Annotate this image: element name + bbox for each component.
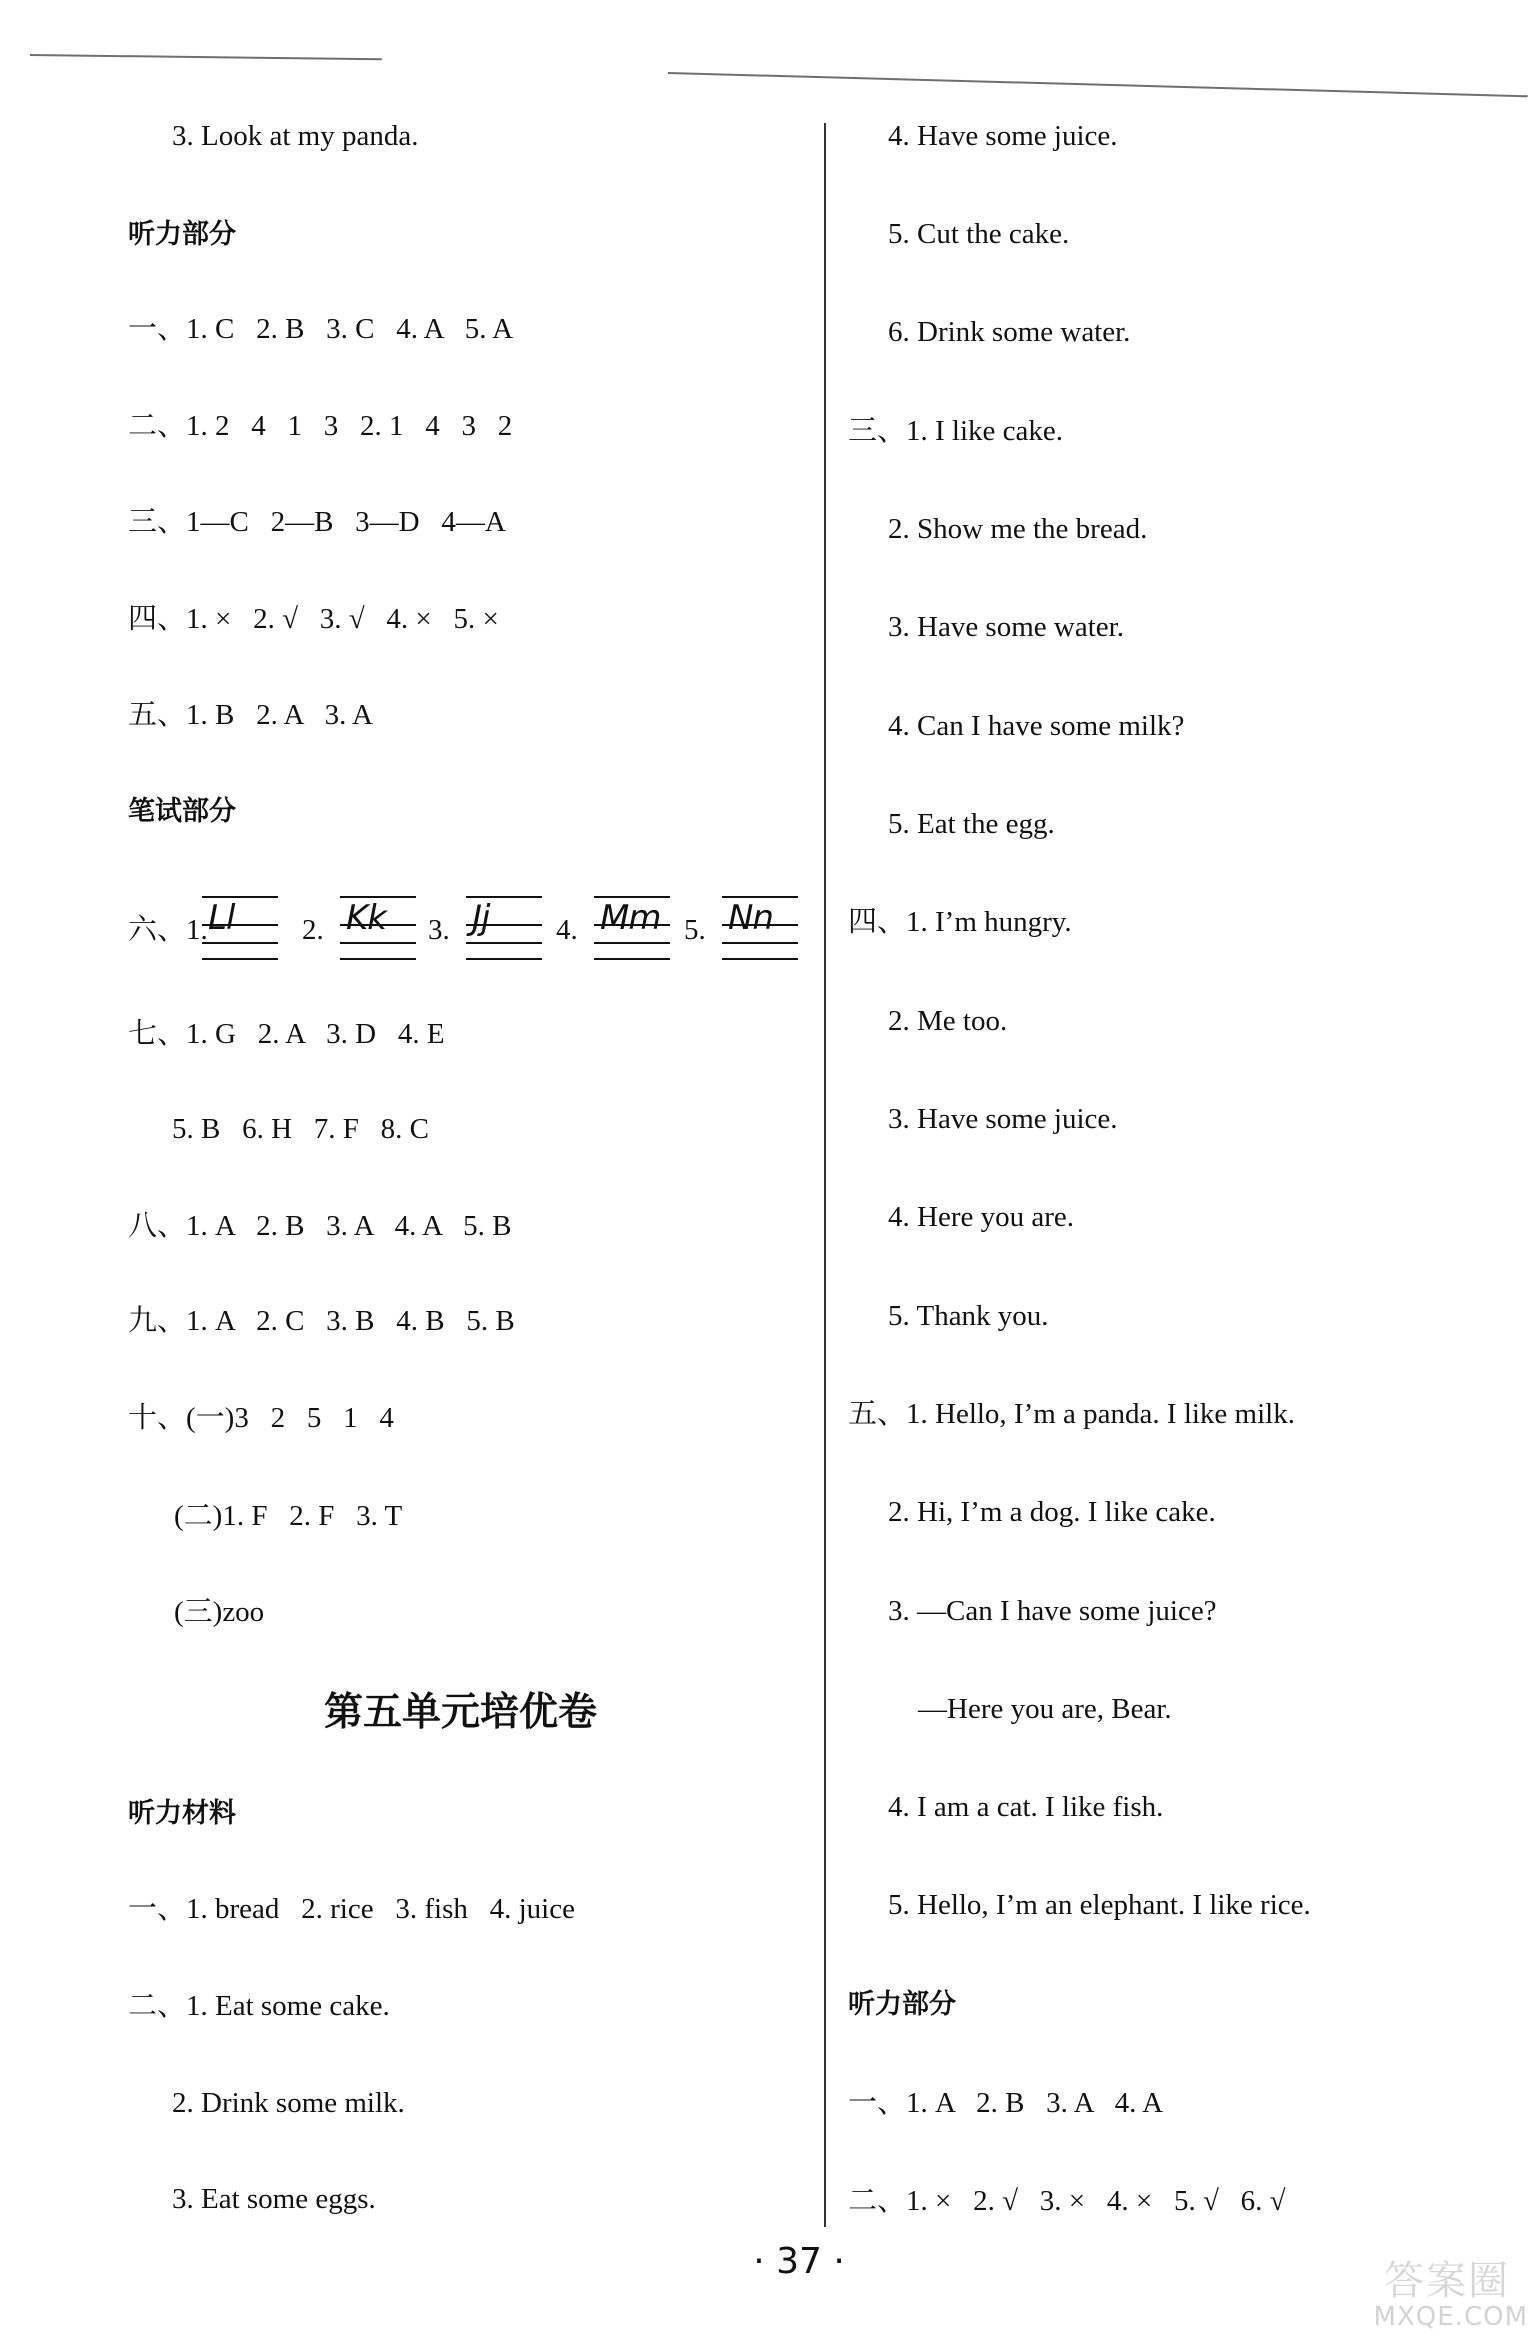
answer-line: 4. Have some juice. [888, 120, 1118, 152]
answer-line: 四、1. × 2. √ 3. √ 4. × 5. × [128, 603, 499, 635]
answer-line: 三、1. I like cake. [848, 415, 1064, 447]
answer-line: —Here you are, Bear. [918, 1693, 1172, 1725]
section-title: 第五单元培优卷 [324, 1690, 598, 1735]
column-divider [824, 123, 826, 2227]
answer-line: 一、1. C 2. B 3. C 4. A 5. A [128, 313, 514, 345]
handwriting-number: 3. [428, 914, 450, 946]
answer-line: 四、1. I’m hungry. [848, 906, 1072, 938]
answer-line: 2. Me too. [888, 1005, 1008, 1037]
handwriting-number: 2. [302, 914, 324, 946]
handwriting-letter: Nn [728, 898, 773, 938]
answer-line: 十、(一)3 2 5 1 4 [128, 1402, 394, 1434]
section-heading: 听力材料 [128, 1798, 236, 1829]
answer-line: 3. Have some juice. [888, 1103, 1118, 1135]
answer-line: 4. Here you are. [888, 1201, 1074, 1233]
section-heading: 笔试部分 [128, 796, 236, 827]
answer-line: 5. Eat the egg. [888, 808, 1055, 840]
right-answer-column [840, 0, 1520, 2339]
section-heading: 听力部分 [848, 1989, 956, 2020]
answer-line: 一、1. bread 2. rice 3. fish 4. juice [128, 1893, 575, 1925]
answer-line: 5. B 6. H 7. F 8. C [172, 1113, 430, 1145]
answer-line: 二、1. 2 4 1 3 2. 1 4 3 2 [128, 410, 513, 442]
watermark-logo-text: 答案圈 [1384, 2258, 1510, 2304]
handwriting-letter: Kk [346, 898, 386, 938]
answer-line: 5. Cut the cake. [888, 218, 1070, 250]
handwriting-box [594, 896, 670, 956]
handwriting-prefix: 六、1. [128, 914, 208, 946]
handwriting-box [466, 896, 542, 956]
page-number: · 37 · [753, 2241, 845, 2282]
answer-line: 5. Hello, I’m an elephant. I like rice. [888, 1889, 1311, 1921]
handwriting-number: 5. [684, 914, 706, 946]
answer-line: 3. Look at my panda. [172, 120, 419, 152]
watermark-domain: MXQE.COM [1373, 2302, 1528, 2332]
answer-line: 4. Can I have some milk? [888, 710, 1185, 742]
handwriting-box [722, 896, 798, 956]
answer-line: 5. Thank you. [888, 1300, 1049, 1332]
handwriting-answer-row [128, 878, 808, 968]
answer-line: 一、1. A 2. B 3. A 4. A [848, 2087, 1164, 2119]
watermark [1263, 2258, 1528, 2332]
answer-line: 二、1. Eat some cake. [128, 1990, 390, 2022]
answer-line: 2. Drink some milk. [172, 2087, 405, 2119]
answer-line: 七、1. G 2. A 3. D 4. E [128, 1018, 445, 1050]
answer-line: 6. Drink some water. [888, 316, 1131, 348]
handwriting-box [202, 896, 278, 956]
handwriting-letter: Mm [600, 898, 661, 938]
answer-line: 五、1. Hello, I’m a panda. I like milk. [848, 1398, 1295, 1430]
handwriting-box [340, 896, 416, 956]
answer-line: 2. Show me the bread. [888, 513, 1148, 545]
section-heading: 听力部分 [128, 219, 236, 250]
answer-line: 二、1. × 2. √ 3. × 4. × 5. √ 6. √ [848, 2185, 1286, 2217]
answer-line: 3. —Can I have some juice? [888, 1595, 1217, 1627]
answer-line: 八、1. A 2. B 3. A 4. A 5. B [128, 1210, 512, 1242]
handwriting-number: 4. [556, 914, 578, 946]
handwriting-letter: Jj [472, 898, 490, 938]
handwriting-letter: Ll [208, 898, 235, 938]
answer-line: 五、1. B 2. A 3. A [128, 699, 373, 731]
answer-line: 3. Eat some eggs. [172, 2183, 376, 2215]
answer-line: 三、1—C 2—B 3—D 4—A [128, 506, 506, 538]
answer-line: 4. I am a cat. I like fish. [888, 1791, 1164, 1823]
answer-line: 2. Hi, I’m a dog. I like cake. [888, 1496, 1216, 1528]
answer-line: 3. Have some water. [888, 611, 1124, 643]
answer-line: 九、1. A 2. C 3. B 4. B 5. B [128, 1305, 515, 1337]
answer-line: (二)1. F 2. F 3. T [174, 1500, 403, 1532]
answer-line: (三)zoo [174, 1596, 265, 1628]
